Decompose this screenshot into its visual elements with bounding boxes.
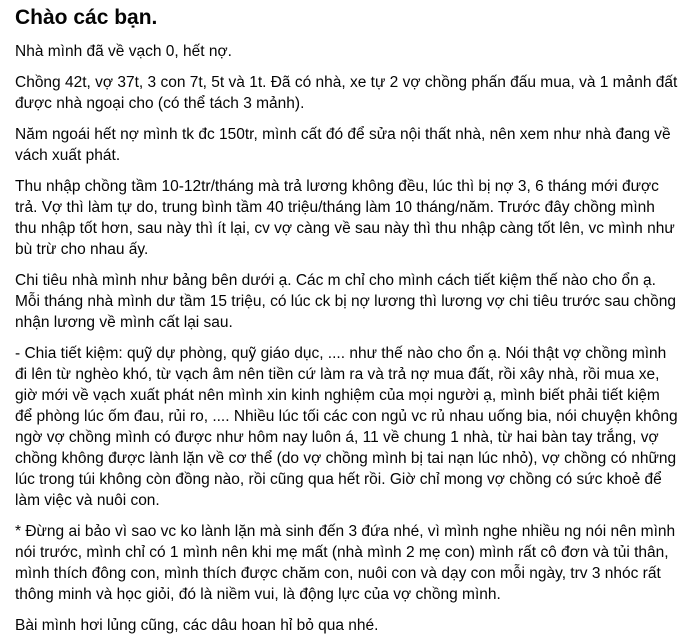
paragraph-family: Chồng 42t, vợ 37t, 3 con 7t, 5t và 1t. Đã có nhà, xe tự 2 vợ chồng phấn đấu mua, và 1 mảnh đất được nhà ngoại cho (có thể tách 3 mảnh). — [15, 74, 678, 112]
paragraph-closing: Bài mình hơi lủng cũng, các dâu hoan hỉ bỏ qua nhé. — [15, 617, 379, 634]
paragraph-status: Nhà mình đã về vạch 0, hết nợ. — [15, 43, 232, 60]
paragraph-savings: Năm ngoái hết nợ mình tk đc 150tr, mình cất đó để sửa nội thất nhà, nên xem như nhà đang về vách xuất phát. — [15, 126, 671, 164]
post-title: Chào các bạn. — [15, 6, 158, 29]
paragraph-note: * Đừng ai bảo vì sao vc ko lành lặn mà sinh đến 3 đứa nhé, vì mình nghe nhiều ng nói nên mình nói trước, mình chỉ có 1 mình nên khi mẹ mất (nhà mình 2 mẹ con) mình rất cô đơn và tủi thân, mình thích đông con, mình thích được chăm con, nuôi con và dạy con mỗi ngày, trv 3 nhóc rất thông minh và học giỏi, đó là niềm vui, là động lực của vợ chồng mình. — [15, 523, 676, 603]
paragraph-spending: Chi tiêu nhà mình như bảng bên dưới ạ. Các m chỉ cho mình cách tiết kiệm thế nào cho ổn ạ. Mỗi tháng nhà mình dư tầm 15 triệu, có lúc ck bị nợ lương thì lương vợ chi tiêu trước sau chồng nhận lương về mình cất lại sau. — [15, 272, 676, 331]
paragraph-savings-plan: - Chia tiết kiệm: quỹ dự phòng, quỹ giáo dục, .... như thế nào cho ổn ạ. Nói thật vợ chồng mình đi lên từ nghèo khó, từ vạch âm nên tiền cứ làm ra và trả nợ mua đất, rồi xây nhà, rồi mua xe, giờ mới về vạch xuất phát nên mình xin kinh nghiệm của mọi người ạ, mình biết phải tiết kiệm để phòng lúc ốm đau, rủi ro, .... Nhiều lúc tối các con ngủ vc rủ nhau uống bia, nói chuyện không ngờ vợ chồng mình có được như hôm nay luôn á, 11 về chung 1 nhà, từ hai bàn tay trắng, vợ chồng không được lành lặn về cơ thể (do vợ chồng mình bị tai nạn lúc nhỏ), vợ chồng có những lúc trong túi không còn đồng nào, rồi cũng qua hết rồi. Giờ chỉ mong vợ chồng có sức khoẻ để làm việc và nuôi con. — [15, 345, 678, 509]
paragraph-income: Thu nhập chồng tầm 10-12tr/tháng mà trả lương không đều, lúc thì bị nợ 3, 6 tháng mới được trả. Vợ thì làm tự do, trung bình tầm 40 triệu/tháng làm 10 tháng/năm. Trước đây chồng mình thu nhập tốt hơn, sau này thì ít lại, cv vợ càng về sau này thì thu nhập càng tốt lên, vc mình như bù trừ cho nhau ấy. — [15, 178, 675, 258]
